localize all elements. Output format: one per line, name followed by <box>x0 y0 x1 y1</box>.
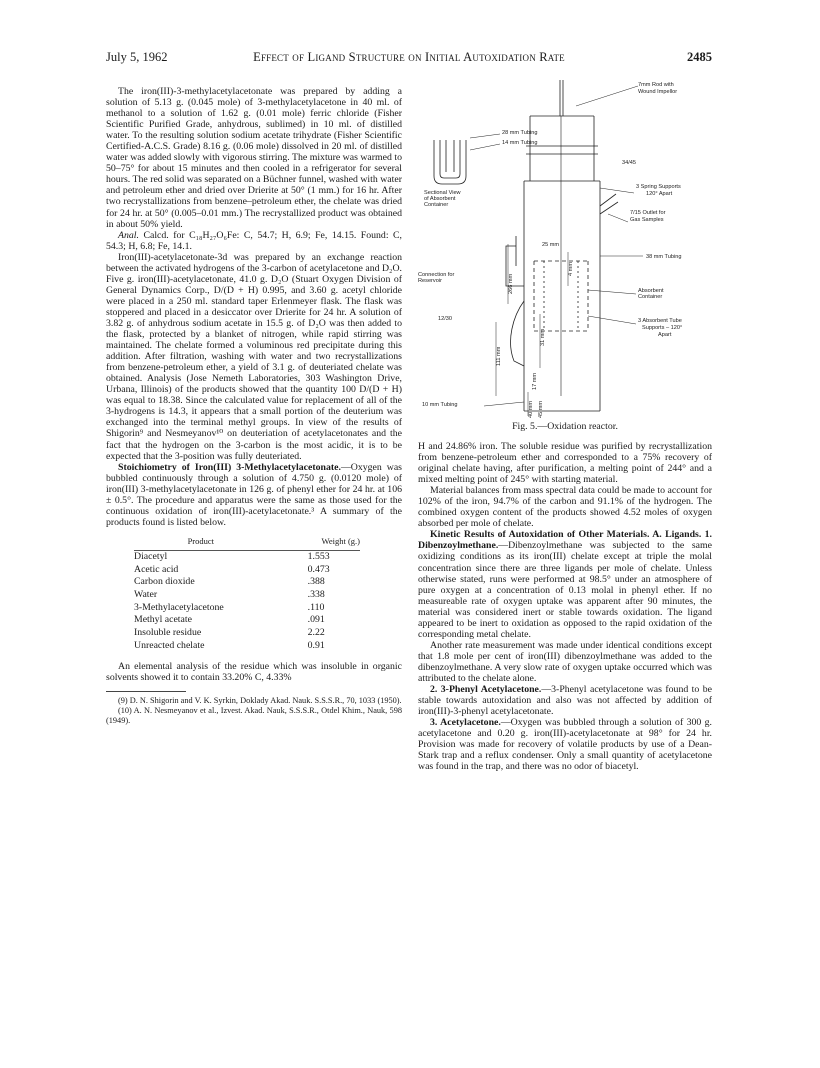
label-tube-supports: Supports – 120° <box>642 325 683 331</box>
table-row <box>134 640 360 653</box>
label-spring: 3 Spring Supports <box>636 184 681 190</box>
figure-caption: Fig. 5.—Oxidation reactor. <box>512 421 618 432</box>
table-row <box>134 576 360 589</box>
table-row <box>134 602 360 615</box>
paragraph: An elemental analysis of the residue which was insoluble in organic solvents showed it to contain 33.20% C, 4.33% <box>106 660 402 683</box>
anal-text: Calcd. for C₁₈H₂₇O₆Fe: C, 54.7; H, 6.9; Fe, 14.15. Found: C, 54.3; H, 6.8; Fe, 14.1. <box>106 229 403 252</box>
kinetic-paragraph <box>418 529 712 639</box>
stoichiometry-paragraph <box>106 462 402 528</box>
joint-ring <box>526 146 598 154</box>
table-header-weight: Weight (g.) <box>268 536 360 551</box>
label-sectional: Container <box>424 202 449 208</box>
label-sectional: of Absorbent <box>424 196 456 202</box>
product-name: Methyl acetate <box>134 614 192 626</box>
anal-label: Anal. <box>118 229 139 241</box>
product-name: Water <box>134 589 158 601</box>
label-4mm: 4 mm <box>568 262 574 276</box>
product-name: Insoluble residue <box>134 627 202 639</box>
subsection-text: —Oxygen was bubbled through a solution of 300 g. acetylacetone and 0.20 g. iron(III)-acetylacetonate at 98° for 24 hr. Provision was made for recovery of volatile products by use of a Dean-Stark trap and a reflux condenser. Only a small quantity of acetylacetone was found in the trap, and there was no odor of biacetyl. <box>418 717 712 773</box>
label-spring: 120° Apart <box>646 191 673 197</box>
page-number: 2485 <box>687 50 712 64</box>
paragraph: The iron(III)-3-methylacetylacetonate was prepared by adding a solution of 5.13 g. (0.045 mole) of 3-methylacetylacetone in 40 ml. of methanol to a solution of 1.62 g. (0.01 mole) ferric chloride (Fisher Scientific Purified Grade, anhydrous, sublimed) in 10 ml. of distilled water. To the resulting solution sodium acetate trihydrate (Fisher Scientific Certified-A.C.S. Grade) 8.16 g. (0.06 mole) dissolved in 20 ml. of distilled water was added slowly with vigorous stirring. The mixture was warmed to 50–75° for about 15 minutes and then cooled in a refrigerator for several hours. The red solid was separated on a Büchner funnel, washed with water and petroleum ether and dried over Drierite at 50° (1 mm.) for 16 hr. After two recrystallizations from benzene–petroleum ether, the chelate was dried for 24 hr. at 50° (0.005–0.01 mm.) The recrystallized product was obtained in about 50% yield. <box>106 86 402 230</box>
section-heading: Kinetic Results of Autoxidation of Other Materials. A. Ligands. 1. Dibenzoylmethane. <box>418 529 712 552</box>
label-absorbent: Absorbent <box>638 288 664 294</box>
product-weight: 2.22 <box>307 627 325 639</box>
subsection-paragraph <box>418 684 712 717</box>
gas-outlet-arm <box>600 194 618 214</box>
product-weight: 0.473 <box>307 563 330 575</box>
label-connection: Connection for <box>418 272 455 278</box>
label-sectional: Sectional View <box>424 190 461 196</box>
label-rod: 7mm Rod with <box>638 82 674 88</box>
footnote-rule <box>106 691 186 692</box>
table-row <box>134 627 360 640</box>
upper-tube <box>530 116 594 181</box>
subsection-text: —3-Phenyl acetylacetone was found to be stable towards autoxidation and also was not affected by addition of iron(III)-3-phenyl acetylacetonate. <box>418 684 712 718</box>
section-text: —Oxygen was bubbled continuously through a solution of 4.750 g. (0.0120 mole) of iron(III) 3-methylacetylacetonate in 126 g. of phenyl ether for 24 hr. at 106 ± 0.5°. The procedure and apparatus were the same as those used for the continuous oxidation of iron(III)-acetylacetonate.³ A summary of the products found is listed below. <box>106 461 402 528</box>
label-40mm: 40 mm <box>528 400 534 418</box>
header-title: Effect of Ligand Structure on Initial Autoxidation Rate <box>253 50 565 64</box>
subsection-paragraph <box>418 717 712 772</box>
label-connection: Reservoir <box>418 278 442 284</box>
label-tube-supports: Apart <box>658 332 672 338</box>
table-row <box>134 614 360 627</box>
reservoir-side-arm <box>506 236 524 366</box>
product-name: Carbon dioxide <box>134 576 195 588</box>
label-outlet: Gas Samples <box>630 217 664 223</box>
subsection-heading: 2. 3-Phenyl Acetylacetone. <box>430 684 542 696</box>
product-weight: .388 <box>307 576 325 588</box>
product-weight: .338 <box>307 589 325 601</box>
paragraph: H and 24.86% iron. The soluble residue was purified by recrystallization from benzene-petroleum ether and corresponded to a 75% recovery of original chelate having, after purification, a melting point of 244° and a mixed melting point of 245° with starting material. <box>418 441 712 486</box>
table-row <box>134 589 360 602</box>
label-rod: Wound Impellor <box>638 89 678 95</box>
label-31mm: 31 mm <box>540 328 546 346</box>
paragraph: Another rate measurement was made under identical conditions except that 1.8 mole per cent of iron(III) dibenzoylmethane was added to the dibenzoylmethane. A very slow rate of oxygen uptake occurred which was attributed to the chelate alone. <box>418 639 712 684</box>
paragraph: Material balances from mass spectral data could be made to account for 102% of the iron, 94.7% of the carbon and 91.1% of the hydrogen. The combined oxygen content of the products showed 4.52 moles of oxygen absorbed per mole of chelate. <box>418 485 712 530</box>
product-weight: .091 <box>307 614 325 626</box>
sectional-view-container <box>434 140 466 184</box>
label-tube-28: 28 mm Tubing <box>502 130 538 136</box>
product-name: 3-Methylacetylacetone <box>134 601 224 613</box>
footnote: (9) D. N. Shigorin and V. K. Syrkin, Doklady Akad. Nauk. S.S.S.R., 70, 1033 (1950). <box>118 695 402 705</box>
table-header-product: Product <box>134 536 268 551</box>
section-text: —Dibenzoylmethane was subjected to the same oxidizing conditions as its iron(III) chelate except at triple the molal concentration since there are three ligands per mole of chelate. Unless otherwise stated, runs were performed at 98.5° under an atmosphere of pure oxygen at a concentration of 0.13 molal in phenyl ether. If no measureable rate of oxygen uptake was apparent after 90 minutes, the material was considered inert or stable towards oxidation. The ligand appeared to be inert to oxidation as opposed to the rapid oxidation of the corresponding metal chelate. <box>418 540 712 640</box>
running-header <box>106 50 712 66</box>
left-column <box>106 86 402 726</box>
label-10mm: 10 mm Tubing <box>422 402 458 408</box>
header-date: July 5, 1962 <box>106 50 168 64</box>
label-17mm: 17 mm <box>532 372 538 390</box>
label-266mm: 266 mm <box>508 273 514 294</box>
paragraph: Iron(III)-acetylacetonate-3d was prepared by an exchange reaction between the activated hydrogens of the 3-carbon of acetylacetone and D₂O. Five g. iron(III)-acetylacetonate, 41.0 g. D₂O (Stuart Oxygen Division of General Dynamics Corp., D/(D + H) 0.995, and 3.60 g. acetyl chloride were placed in a 250 ml. standard taper Erlenmeyer flask. The flask was stoppered and placed in a desiccator over Drierite for 24 hr. A solution of 3.82 g. of anhydrous sodium acetate in 15.5 g. of D₂O was then added to the flask, protected by a blanket of nitrogen, while rapid stirring was maintained. The chelate formed a voluminous red precipitate during this addition. After filtration, washing with water and two recrystallizations from benzene-petroleum ether, a yield of 3.1 g. of deuteriated chelate was obtained. Analysis (Jose Nemeth Laboratories, 303 Washington Drive, Urbana, Illinois) of the products showed that the quantity 100 D/(D + H) was equal to 18.38. Since the calculated value for replacement of all of the 3-hydrogens is 14.3, it appears that a small portion of the deuterium was exchanged into the terminal methyl groups. In view of the results of Shigorin⁹ and Nesmeyanov¹⁰ on deuteriation of acetylacetonates and the fact that the hydrogen on the 3-carbon is the most acidic, it is to be expected that the 3-position was fully deuteriated. <box>106 251 402 462</box>
footnotes <box>106 696 402 726</box>
product-name: Unreacted chelate <box>134 639 205 651</box>
product-name: Acetic acid <box>134 563 179 575</box>
label-joint-1230: 12/30 <box>438 316 452 322</box>
analysis-paragraph <box>106 230 402 252</box>
products-table <box>134 536 360 653</box>
subsection-heading: 3. Acetylacetone. <box>430 717 501 729</box>
label-38mm: 38 mm Tubing <box>646 254 682 260</box>
label-111mm: 111 mm <box>496 346 502 366</box>
footnote: (10) A. N. Nesmeyanov et al., Izvest. Akad. Nauk, S.S.S.R., Otdel Khim., Nauk, 598 (1949). <box>106 705 402 725</box>
label-25mm: 25 mm <box>542 242 560 248</box>
product-weight: .110 <box>307 601 325 613</box>
label-outlet: 7/15 Outlet for <box>630 210 666 216</box>
table-row <box>134 564 360 577</box>
product-weight: 1.553 <box>307 550 330 562</box>
table-row <box>134 550 360 563</box>
label-45mm: 45 mm <box>538 400 544 418</box>
product-weight: 0.91 <box>307 639 325 651</box>
product-name: Diacetyl <box>134 550 168 562</box>
right-column <box>418 441 712 772</box>
oxidation-reactor-figure <box>418 76 712 426</box>
label-joint: 34/45 <box>622 160 636 166</box>
label-absorbent: Container <box>638 294 663 300</box>
label-tube-supports: 3 Absorbent Tube <box>638 318 682 324</box>
label-tube-14: 14 mm Tubing <box>502 140 538 146</box>
section-heading: Stoichiometry of Iron(III) 3-Methylacetylacetonate. <box>118 461 341 473</box>
